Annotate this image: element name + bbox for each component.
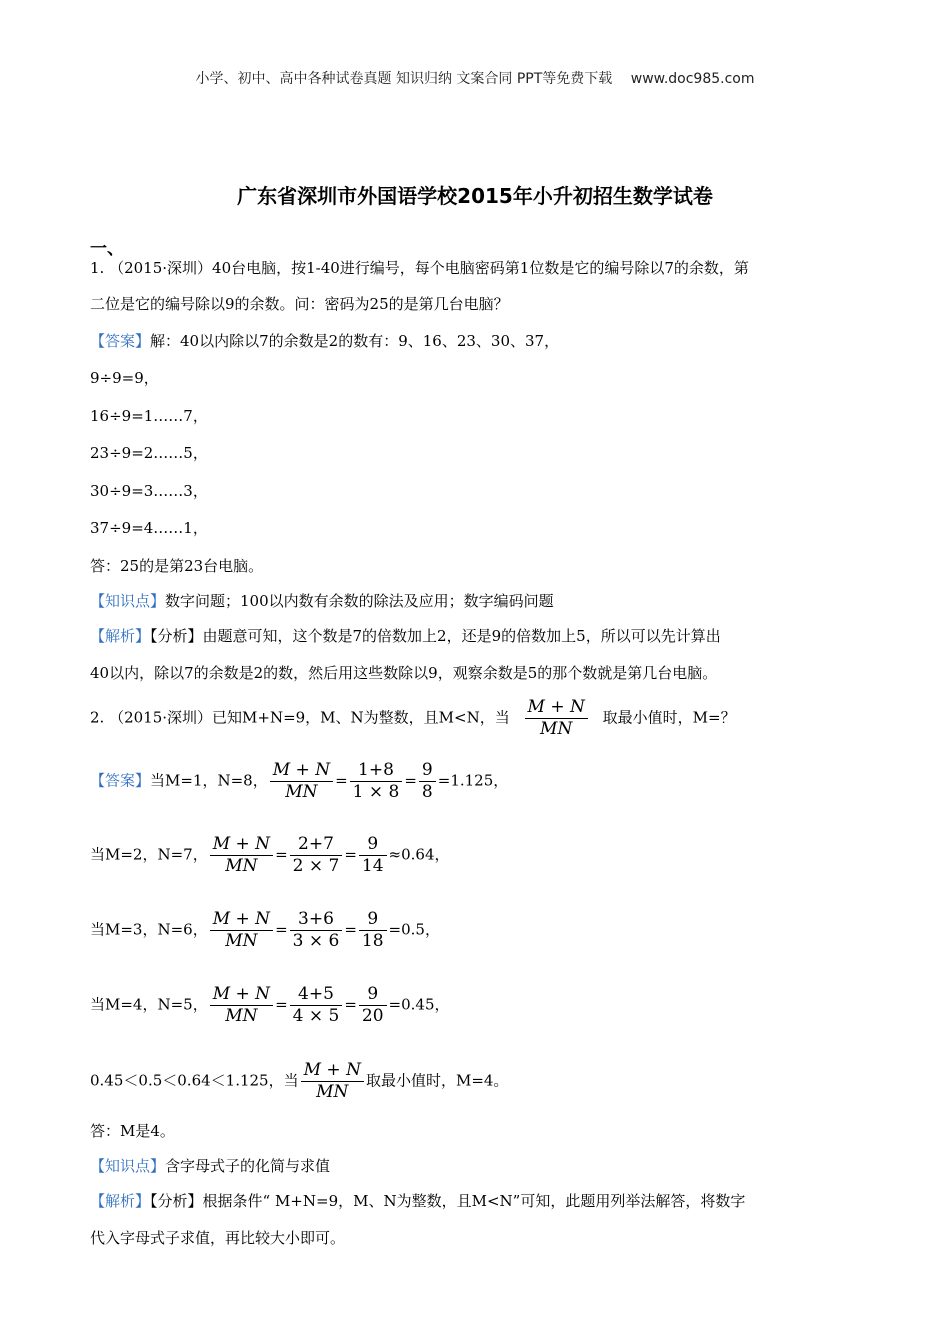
fraction-numerator: 9 [419,760,436,782]
analysis-text: 【分析】根据条件“ M+N=9，M、N为整数，且M<N”可知，此题用列举法解答，将数字 [150,1192,746,1210]
fraction-denominator: 20 [361,1006,384,1026]
knowledge-point-text: 含字母式子的化简与求值 [165,1157,331,1175]
fraction [359,834,387,877]
fraction [270,760,333,803]
fraction [290,834,343,877]
compare-prefix: 0.45＜0.5＜0.64＜1.125，当 [90,1071,299,1090]
analysis-tag: 【解析】 [90,627,151,645]
fraction-denominator: 18 [361,931,384,951]
case-result: ≈0.64， [388,845,450,864]
fraction-denominator: MN [540,719,573,739]
q1-step: 30÷9=3……3， [90,482,208,500]
fraction [210,834,273,877]
fraction-denominator: MN [225,856,258,876]
knowledge-point-text: 数字问题；100以内数有余数的除法及应用；数字编码问题 [165,592,554,610]
case-result: =0.5， [388,920,440,939]
case-lead: 当M=3，N=6， [90,920,208,939]
page-header [0,68,950,88]
fraction-denominator: 1 × 8 [352,782,400,802]
fraction-numerator: 1+8 [350,760,403,782]
header-url[interactable]: www.doc985.com [630,71,755,87]
case-lead: 当M=4，N=5， [90,995,208,1014]
fraction [210,984,273,1027]
case-lead: 当M=2，N=7， [90,845,208,864]
q1-conclusion: 答：25的是第23台电脑。 [90,557,264,575]
q1-line-2: 二位是它的编号除以9的余数。问：密码为25的是第几台电脑？ [90,295,509,313]
header-text: 小学、初中、高中各种试卷真题 知识归纳 文案合同 PPT等免费下载 [195,71,613,87]
q1-analysis-line-2: 40以内，除以7的余数是2的数，然后用这些数除以9，观察余数是5的那个数就是第几台电脑。 [90,664,718,682]
knowledge-point-tag: 【知识点】 [90,592,166,610]
fraction-numerator: M + N [525,697,588,719]
q2-question [90,697,736,740]
case-lead: 当M=1，N=8， [150,771,268,790]
q2-prefix: 2. （2015·深圳）已知M+N=9，M、N为整数，且M<N，当 [90,708,510,727]
q2-case: 当M=2，N=7， $\frac{M + N}{MN}$ = $\frac{2+7}{2 \times 7}$ = $\frac{9}{14}$ ≈0.64， [90,834,450,876]
q1-step: 23÷9=2……5， [90,444,208,462]
q1-step: 9÷9=9， [90,369,159,387]
case-result: =0.45， [388,995,450,1014]
q1-step: 37÷9=4……1， [90,519,208,537]
fraction-denominator: MN [285,782,318,802]
fraction-denominator: 2 × 7 [292,856,340,876]
fraction-denominator: MN [225,1006,258,1026]
fraction [301,1060,364,1103]
q2-analysis [90,1191,745,1211]
fraction [419,760,436,803]
fraction-numerator: 2+7 [290,834,343,856]
fraction-denominator: MN [225,931,258,951]
fraction [290,909,343,952]
fraction-denominator: 14 [361,856,384,876]
compare-suffix: 取最小值时，M=4。 [365,1071,509,1090]
fraction-denominator: 8 [421,782,433,802]
q2-case: 当M=4，N=5， $\frac{M + N}{MN}$ = $\frac{4+5}{4 \times 5}$ = $\frac{9}{20}$ =0.45， [90,984,450,1026]
q1-line-1: 1. （2015·深圳）40台电脑，按1-40进行编号，每个电脑密码第1位数是它的编号除以7的余数，第 [90,259,749,277]
fraction-numerator: M + N [210,984,273,1006]
answer-tag: 【答案】 [90,332,151,350]
fraction-numerator: 9 [359,909,387,931]
analysis-text: 【分析】由题意可知，这个数是7的倍数加上2，还是9的倍数加上5，所以可以先计算出 [150,627,721,645]
answer-tag: 【答案】 [90,771,151,790]
fraction-numerator: M + N [210,834,273,856]
q1-knowledge-point [90,591,554,611]
section-heading: 一、 [90,239,124,259]
q2-compare [90,1060,508,1103]
fraction-numerator: M + N [210,909,273,931]
q2-case: 当M=3，N=6， $\frac{M + N}{MN}$ = $\frac{3+6}{3 \times 6}$ = $\frac{9}{18}$ =0.5， [90,909,440,951]
q2-knowledge-point [90,1156,330,1176]
fraction-denominator: MN [316,1082,349,1102]
knowledge-point-tag: 【知识点】 [90,1157,166,1175]
q1-answer [90,331,559,351]
fraction-numerator: M + N [270,760,333,782]
q2-suffix: 取最小值时，M=？ [602,708,736,727]
fraction [210,909,273,952]
fraction [290,984,343,1027]
analysis-tag: 【解析】 [90,1192,151,1210]
q2-case: 【答案】当M=1，N=8， $\frac{M + N}{MN}$ = $\frac{1+8}{1 \times 8}$ = $\frac{9}{8}$ =1.125， [90,760,509,802]
q2-conclusion: 答：M是4。 [90,1122,175,1140]
fraction-numerator: 9 [359,834,387,856]
fraction-denominator: 3 × 6 [292,931,340,951]
fraction-numerator: M + N [301,1060,364,1082]
case-result: =1.125， [437,771,509,790]
fraction [359,984,387,1027]
fraction [525,697,588,740]
fraction-numerator: 4+5 [290,984,343,1006]
fraction-numerator: 3+6 [290,909,343,931]
page-title: 广东省深圳市外国语学校2015年小升初招生数学试卷 [237,184,713,208]
fraction [359,909,387,952]
fraction-numerator: 9 [359,984,387,1006]
fraction-denominator: 4 × 5 [292,1006,340,1026]
q1-analysis [90,626,721,646]
q2-analysis-line-2: 代入字母式子求值，再比较大小即可。 [90,1229,346,1247]
answer-text: 解：40以内除以7的余数是2的数有：9、16、23、30、37， [150,332,560,350]
fraction [350,760,403,803]
q1-step: 16÷9=1……7， [90,407,208,425]
